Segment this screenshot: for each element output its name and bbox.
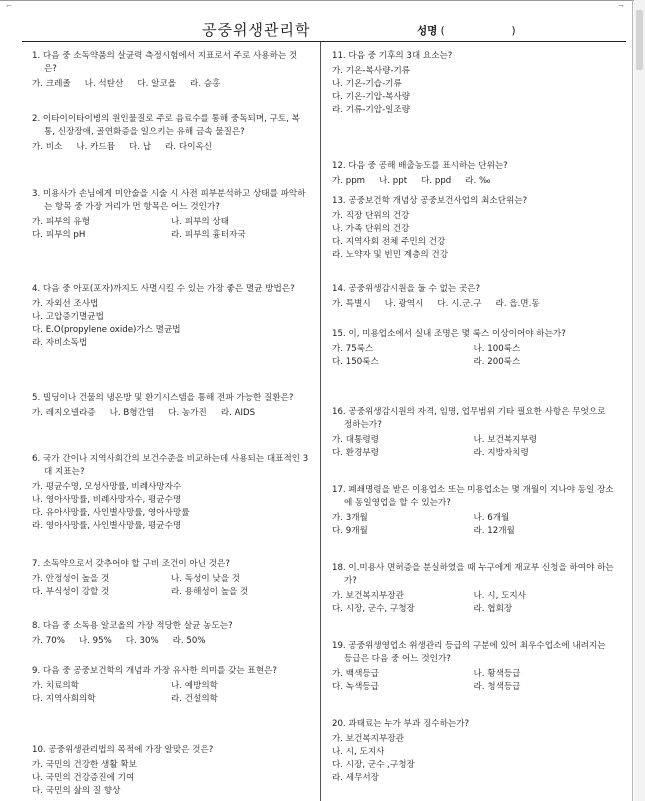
question-text: 1. 다음 중 소독약품의 살균력 측정시험에서 지표로서 주로 사용하는 것은? [32,51,298,74]
question-6 [32,453,310,533]
answer-option: 라. 영아사망률, 사인별사망률, 평균수명 [32,521,182,531]
answer-option: 다. 납 [129,142,152,152]
answer-options [32,481,310,533]
answer-option: 가. ppm [332,176,366,186]
answer-option: 나. ppt [379,176,408,186]
answer-option: 다. 시.군.구 [437,299,482,309]
answer-option: 다. 시장, 군수 ,구청장 [332,760,415,770]
answer-option: 다. 150룩스 [332,357,379,367]
answer-option: 나. 석탄산 [84,79,124,89]
answer-option: 다. 환경부령 [332,448,379,458]
vertical-scrollbar[interactable] [634,0,645,801]
answer-option: 다. 시장, 군수, 구청장 [332,604,415,614]
answer-option: 나. 95% [78,636,112,646]
question-text: 15. 이, 미용업소에서 실내 조명은 몇 룩스 이상이어야 하는가? [332,329,566,339]
answer-option: 가. 피부의 유형 [32,217,91,227]
answer-option: 가. 대통령령 [332,435,379,445]
answer-options [332,590,615,616]
answer-options [332,512,615,538]
answer-option: 다. 부식성이 강할 것 [32,587,110,597]
exam-title: 공중위생관리학 [202,21,311,39]
answer-option: 나. 6개월 [473,513,510,523]
answer-option: 라. 기류-기압-일조량 [332,105,411,115]
name-field [417,23,516,38]
answer-options [32,759,310,798]
question-text: 17. 폐쇄명령을 받은 이용업소 또는 미용업소는 몇 개월이 지나야 동일 장소에 동일영업을 할 수 있는가? [332,485,614,508]
question-2 [32,113,310,154]
question-15 [332,328,615,369]
answer-option: 라. AIDS [220,408,256,418]
answer-option: 라. 청색등급 [473,682,521,692]
question-text: 19. 공중위생영업소 위생관리 등급의 구분에 있어 최우수업소에 내려지는 등급은 다음 중 어느 것인가? [332,641,606,664]
answer-options [32,407,310,420]
answer-option: 나. 고압증기멸균법 [32,312,104,322]
answer-option: 라. 피부의 흉터자국 [171,230,246,240]
question-16 [332,406,615,460]
question-text: 14. 공중위생감시원을 둘 수 없는 곳은? [332,284,481,294]
corner-crop-mark: ¬ [618,2,624,10]
question-text: 9. 다음 중 공중보건학의 개념과 가장 유사한 의미를 갖는 표현은? [32,666,277,676]
answer-option: 가. 레지오넬라증 [32,408,96,418]
question-text: 11. 다음 중 기후의 3대 요소는? [332,51,453,61]
answer-options [32,680,310,706]
answer-option: 가. 75룩스 [332,344,374,354]
question-text: 6. 국가 간이나 지역사회간의 보건수준을 비교하는데 사용되는 대표적인 3대 지표는? [32,454,309,477]
answer-option: 가. 안정성이 높을 것 [32,574,110,584]
answer-option: 가. 비소 [32,142,63,152]
answer-option: 라. 200룩스 [473,357,521,367]
answer-option: 라. 노약자 및 빈민 계층의 건강 [332,250,449,260]
question-20 [332,718,615,785]
name-label: 성명 [417,25,438,37]
question-text: 8. 다음 중 소독용 알코올의 가장 적당한 살균 농도는? [32,621,233,631]
question-17 [332,484,615,538]
answer-options [32,141,310,154]
answer-option: 나. 피부의 상태 [171,217,230,227]
corner-crop-mark: ⌐ [6,2,12,10]
question-11 [332,50,615,117]
question-text: 5. 빌딩이나 건물의 냉온방 및 환기시스템을 통해 전파 가능한 질환은? [32,393,294,403]
answer-option: 라. 읍.면.동 [495,299,540,309]
page-right-border [632,0,633,801]
answer-option: 다. E.O(propylene oxide)가스 멸균법 [32,325,181,335]
answer-option: 다. 30% [125,636,159,646]
answer-options [332,65,615,117]
answer-option: 나. 보건복지부령 [473,435,538,445]
answer-option: 가. 70% [32,636,65,646]
answer-option: 가. 보건복지부장관 [332,734,404,744]
scrollbar-thumb[interactable] [636,10,643,70]
answer-option: 가. 3개월 [332,513,368,523]
answer-option: 다. 농가진 [168,408,207,418]
answer-option: 가. 치료의학 [32,681,79,691]
question-text: 7. 소독약으로서 갖추어야 할 구비 조건이 아닌 것은? [32,559,230,569]
question-3 [32,188,310,242]
answer-option: 가. 보건복지부장관 [332,591,404,601]
question-5 [32,392,310,420]
answer-option: 나. 광역시 [384,299,424,309]
question-1 [32,50,310,91]
answer-options [332,668,615,694]
answer-option: 다. ppd [421,176,452,186]
question-8 [32,620,310,648]
answer-option: 라. 지방자치령 [473,448,529,458]
question-14 [332,283,615,311]
answer-option: 다. 9개월 [332,526,368,536]
answer-option: 나. 황색등급 [473,669,521,679]
answer-options [32,573,310,599]
answer-option: 다. 지역사회 전체 주민의 건강 [332,237,446,247]
question-text: 10. 공중위생관리법의 목적에 가장 알맞은 것은? [32,745,214,755]
answer-options [332,175,615,188]
question-text: 13. 공중보건학 개념상 공중보건사업의 최소단위는? [332,196,528,206]
question-9 [32,665,310,706]
question-text: 12. 다음 중 공해 배출농도를 표시하는 단위는? [332,161,508,171]
exam-header [22,19,626,42]
answer-option: 가. 국민의 건강한 생활 확보 [32,760,137,770]
name-blank: ( ) [440,25,516,37]
question-19 [332,640,615,694]
question-4 [32,283,310,350]
answer-options [332,733,615,785]
answer-option: 라. 12개월 [473,526,515,536]
answer-option: 가. 크레졸 [32,79,71,89]
answer-option: 다. 유아사망률, 사인별사망률, 영아사망률 [32,508,190,518]
question-10 [32,744,310,798]
answer-option: 라. 세무서장 [332,773,379,783]
answer-option: 나. 영아사망률, 비례사망자수, 평균수명 [32,495,182,505]
answer-options [332,434,615,460]
answer-option: 라. 협회장 [473,604,513,614]
answer-option: 가. 평균수명, 모성사망률, 비례사망자수 [32,482,182,492]
answer-option: 나. B형간염 [109,408,155,418]
answer-option: 다. 지역사회의학 [32,694,96,704]
question-18 [332,562,615,616]
answer-options [32,298,310,350]
question-text: 3. 미용사가 손님에게 미안술을 시술 시 사전 피부분석하고 상태를 파악하는 항목 중 가장 거리가 먼 항목은 어느 것인가? [32,189,306,212]
answer-options [32,78,310,91]
answer-option: 다. 피부의 pH [32,230,86,240]
question-text: 18. 이.미용사 면허증을 분실하였을 때 누구에게 재교부 신청을 하여야 하는가? [332,563,614,586]
answer-options [32,635,310,648]
answer-option: 나. 국민의 건강증진에 기여 [32,773,135,783]
answer-option: 가. 직장 단위의 건강 [332,211,410,221]
answer-option: 가. 특별시 [332,299,371,309]
answer-option: 나. 카드뮴 [76,142,116,152]
answer-options [332,210,615,262]
answer-options [332,298,615,311]
question-text: 4. 다음 중 아포(포자)까지도 사멸시킬 수 있는 가장 좋은 멸균 방법은? [32,284,295,294]
question-13 [332,195,615,262]
answer-option: 라. 승홍 [190,79,221,89]
answer-option: 라. 건설의학 [171,694,218,704]
answer-option: 다. 녹색등급 [332,682,379,692]
answer-options [32,216,310,242]
answer-option: 다. 알코올 [137,79,177,89]
answer-option: 라. 다이옥신 [165,142,213,152]
answer-options [332,343,615,369]
answer-option: 나. 시, 도지사 [332,747,385,757]
answer-option: 가. 백색등급 [332,669,379,679]
question-7 [32,558,310,599]
page-top-border [0,0,645,1]
answer-option: 나. 시, 도지사 [473,591,526,601]
answer-option: 라. 50% [172,636,206,646]
answer-option: 나. 가족 단위의 건강 [332,224,410,234]
column-divider [320,42,321,801]
answer-option: 다. 기온-기압-복사량 [332,92,411,102]
question-text: 16. 공중위생감시원의 자격, 임명, 업무범위 기타 필요한 사항은 무엇으로 정하는가? [332,407,606,430]
answer-option: 다. 국민의 삶의 질 향상 [32,786,121,796]
question-12 [332,160,615,188]
answer-option: 나. 100룩스 [473,344,521,354]
answer-option: 가. 기온-복사량-기류 [332,66,411,76]
question-text: 2. 이타이이타이병의 원인물질로 주로 음료수를 통해 중독되며, 구토, 복통, 신장장애, 골연화증을 일으키는 유해 금속 물질은? [32,114,300,137]
answer-option: 라. 용해성이 높을 것 [171,587,249,597]
answer-option: 라. ‰ [465,176,491,186]
answer-option: 라. 자비소독법 [32,338,88,348]
answer-option: 나. 독성이 낮을 것 [171,574,241,584]
answer-option: 나. 예방의학 [171,681,218,691]
question-text: 20. 과태료는 누가 부과 징수하는가? [332,719,470,729]
answer-option: 나. 기온-기습-기류 [332,79,402,89]
answer-option: 가. 자외선 조사법 [32,299,99,309]
